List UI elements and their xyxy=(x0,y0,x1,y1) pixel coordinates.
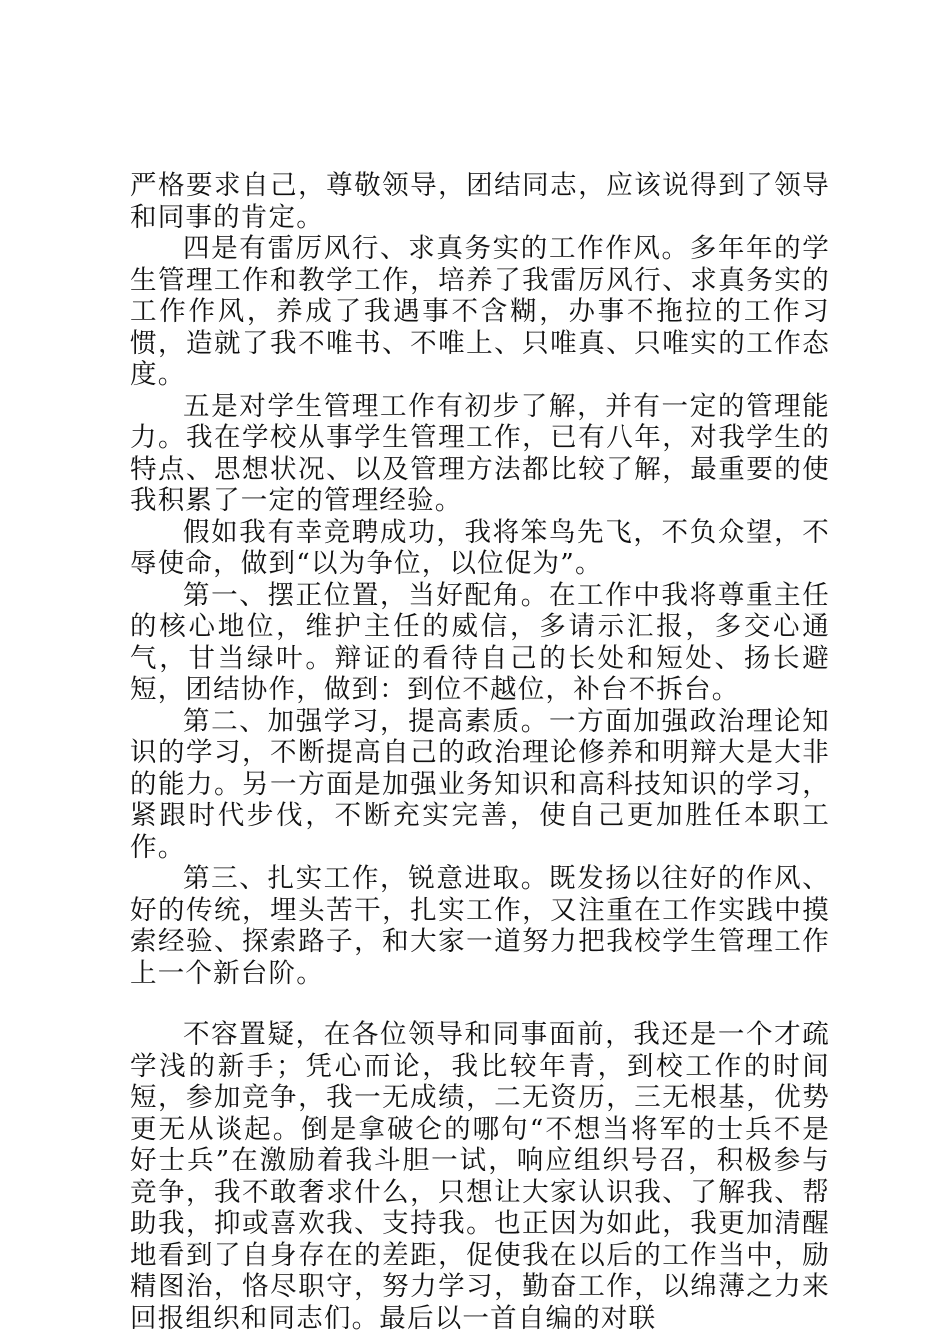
paragraph-gap xyxy=(130,989,830,1019)
paragraph-6: 第二、加强学习，提高素质。一方面加强政治理论知识的学习，不断提高自己的政治理论修养和明辩大是大非的能力。另一方面是加强业务知识和高科技知识的学习，紧跟时代步伐，不断充实完善，使自己更加胜任本职工作。 xyxy=(130,705,830,863)
paragraph-3: 五是对学生管理工作有初步了解，并有一定的管理能力。我在学校从事学生管理工作，已有八年，对我学生的特点、思想状况、以及管理方法都比较了解，最重要的使我积累了一定的管理经验。 xyxy=(130,390,830,516)
paragraph-8: 不容置疑，在各位领导和同事面前，我还是一个才疏学浅的新手；凭心而论，我比较年青，到校工作的时间短，参加竞争，我一无成绩，二无资历，三无根基，优势更无从谈起。倒是拿破仑的哪句“不想当将军的士兵不是好士兵”在激励着我斗胆一试，响应组织号召，积极参与竞争，我不敢奢求什么，只想让大家认识我、了解我、帮助我，抑或喜欢我、支持我。也正因为如此，我更加清醒地看到了自身存在的差距，促使我在以后的工作当中，励精图治，恪尽职守，努力学习，勤奋工作，以绵薄之力来回报组织和同志们。最后以一首自编的对联 xyxy=(130,1019,830,1334)
paragraph-1: 严格要求自己，尊敬领导，团结同志，应该说得到了领导和同事的肯定。 xyxy=(130,170,830,233)
document-body xyxy=(130,170,830,1334)
paragraph-5: 第一、摆正位置，当好配角。在工作中我将尊重主任的核心地位，维护主任的威信，多请示汇报，多交心通气，甘当绿叶。辩证的看待自己的长处和短处、扬长避短，团结协作，做到：到位不越位，补台不拆台。 xyxy=(130,579,830,705)
paragraph-7: 第三、扎实工作，锐意进取。既发扬以往好的作风、好的传统，埋头苦干，扎实工作，又注重在工作实践中摸索经验、探索路子，和大家一道努力把我校学生管理工作上一个新台阶。 xyxy=(130,863,830,989)
paragraph-2: 四是有雷厉风行、求真务实的工作作风。多年年的学生管理工作和教学工作，培养了我雷厉风行、求真务实的工作作风，养成了我遇事不含糊，办事不拖拉的工作习惯，造就了我不唯书、不唯上、只唯真、只唯实的工作态度。 xyxy=(130,233,830,390)
paragraph-4: 假如我有幸竞聘成功，我将笨鸟先飞，不负众望，不辱使命，做到“以为争位，以位促为”。 xyxy=(130,516,830,579)
